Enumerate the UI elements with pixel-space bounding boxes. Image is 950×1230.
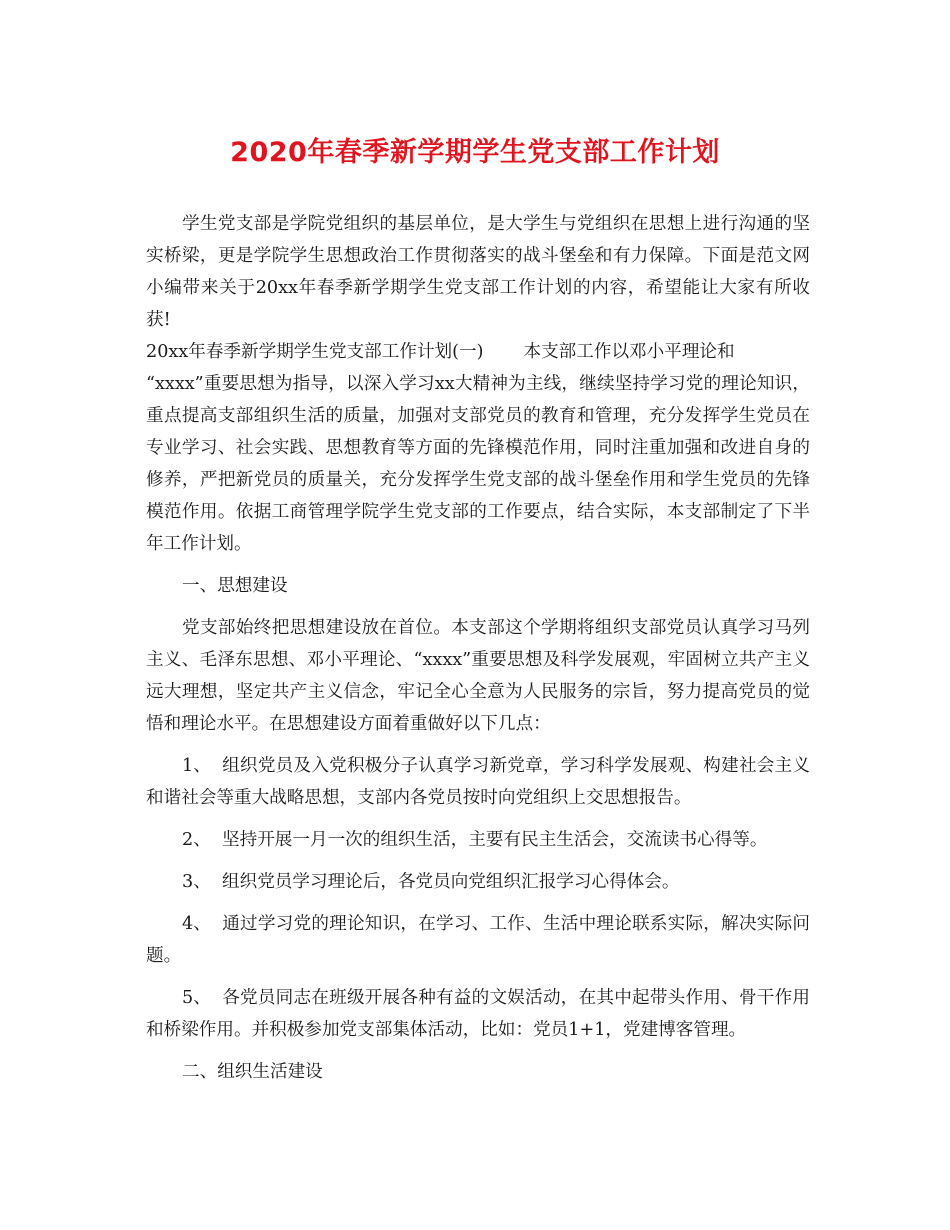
list-item-text: 各党员同志在班级开展各种有益的文娱活动，在其中起带头作用、骨干作用和桥梁作用。并积极参加党支部集体活动，比如：党员1+1，党建博客管理。 bbox=[146, 988, 810, 1040]
plan-heading-line bbox=[146, 336, 810, 368]
document-title: 2020年春季新学期学生党支部工作计划 bbox=[230, 137, 720, 168]
intro-paragraph: 学生党支部是学院党组织的基层单位，是大学生与党组织在思想上进行沟通的坚实桥梁，更是学院学生思想政治工作贯彻落实的战斗堡垒和有力保障。下面是范文网小编带来关于20xx年春季新学期学生党支部工作计划的内容，希望能让大家有所收获! bbox=[146, 214, 810, 330]
list-item-text: 组织党员及入党积极分子认真学习新党章，学习科学发展观、构建社会主义和谐社会等重大战略思想，支部内各党员按时向党组织上交思想报告。 bbox=[146, 756, 810, 808]
list-item-4 bbox=[146, 908, 810, 972]
list-item-text: 组织党员学习理论后，各党员向党组织汇报学习心得体会。 bbox=[222, 872, 680, 892]
list-item-number: 2、 bbox=[182, 830, 211, 850]
list-item-5 bbox=[146, 982, 810, 1046]
list-item-2 bbox=[146, 824, 810, 856]
list-item-number: 3、 bbox=[182, 872, 211, 892]
section2-heading: 二、组织生活建设 bbox=[182, 1062, 323, 1082]
document-body bbox=[146, 208, 810, 1088]
plan-heading-tail: 本支部工作以邓小平理论和 bbox=[523, 342, 735, 362]
section1-heading: 一、思想建设 bbox=[182, 576, 288, 596]
list-item-3 bbox=[146, 866, 810, 898]
plan-heading: 20xx年春季新学期学生党支部工作计划(一) bbox=[146, 342, 484, 362]
section1-paragraph: 党支部始终把思想建设放在首位。本支部这个学期将组织支部党员认真学习马列主义、毛泽东思想、邓小平理论、“xxxx”重要思想及科学发展观，牢固树立共产主义远大理想，坚定共产主义信念，牢记全心全意为人民服务的宗旨，努力提高党员的觉悟和理论水平。在思想建设方面着重做好以下几点： bbox=[146, 618, 810, 734]
plan-paragraph: “xxxx”重要思想为指导，以深入学习xx大精神为主线，继续坚持学习党的理论知识，重点提高支部组织生活的质量，加强对支部党员的教育和管理，充分发挥学生党员在专业学习、社会实践、思想教育等方面的先锋模范作用，同时注重加强和改进自身的修养，严把新党员的质量关，充分发挥学生党支部的战斗堡垒作用和学生党员的先锋模范作用。依据工商管理学院学生党支部的工作要点，结合实际，本支部制定了下半年工作计划。 bbox=[146, 374, 810, 554]
list-item-number: 1、 bbox=[182, 756, 211, 776]
list-item-text: 坚持开展一月一次的组织生活，主要有民主生活会，交流读书心得等。 bbox=[222, 830, 768, 850]
list-item-1 bbox=[146, 750, 810, 814]
list-item-number: 5、 bbox=[182, 988, 211, 1008]
list-item-number: 4、 bbox=[182, 914, 211, 934]
list-item-text: 通过学习党的理论知识，在学习、工作、生活中理论联系实际，解决实际问题。 bbox=[146, 914, 810, 966]
